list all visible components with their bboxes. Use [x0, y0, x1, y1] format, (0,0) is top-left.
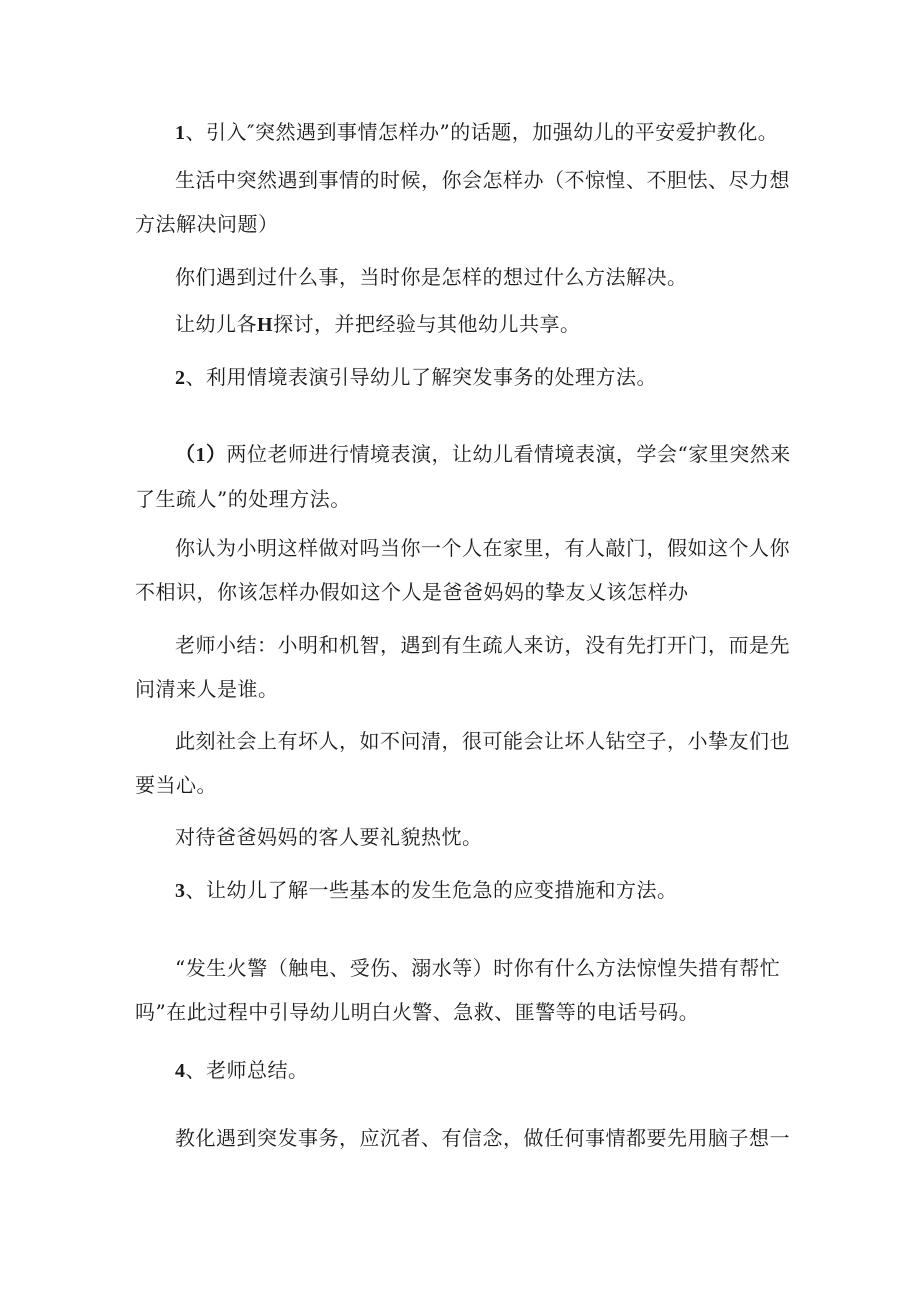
paragraph-1 [135, 110, 795, 155]
paragraph-text: “发生火警（触电、受伤、溺水等）时你有什么方法惊惶失措有帮忙吗”在此过程中引导幼儿明白火警、急救、匪警等的电话号码。 [135, 956, 781, 1024]
paragraph-11 [135, 868, 795, 913]
paragraph-text: 、利用情境表演引导幼儿了解突发事务的处理方法。 [185, 365, 657, 389]
paragraph-text: 你们遇到过什么事，当时你是怎样的想过什么方法解决。 [175, 265, 688, 289]
paragraph-7 [135, 526, 795, 614]
item-number: 1 [175, 122, 186, 144]
paragraph-9 [135, 719, 795, 807]
paragraph-8 [135, 623, 795, 711]
paragraph-text: 老师小结：小明和机智，遇到有生疏人来访，没有先打开门，而是先问清来人是谁。 [135, 633, 790, 701]
paragraph-4 [135, 302, 795, 347]
paragraph-text: 、引入″突然遇到事情怎样办”的话题，加强幼儿的平安爱护教化。 [185, 120, 779, 144]
paragraph-text: 教化遇到突发事务，应沉者、有信念，做任何事情都要先用脑子想一 [175, 1126, 790, 1150]
bold-letter: H [257, 314, 274, 336]
paragraph-5 [135, 355, 795, 400]
item-number: 2 [175, 367, 186, 389]
paragraph-text-a: 让幼儿各 [175, 312, 257, 336]
paragraph-12 [135, 946, 795, 1034]
paragraph-10 [135, 815, 795, 859]
paragraph-text: 两位老师进行情境表演，让幼儿看情境表演，学会“家里突然来了生疏人”的处理方法。 [135, 442, 791, 511]
paragraph-text: 生活中突然遇到事情的时候，你会怎样办（不惊惶、不胆怯、尽力想方法解决问题） [135, 168, 790, 236]
paragraph-3 [135, 255, 795, 299]
paragraph-2 [135, 158, 795, 246]
item-number: 3 [175, 880, 186, 902]
paragraph-text: 、老师总结。 [185, 1058, 309, 1082]
paragraph-14 [135, 1116, 795, 1160]
item-number: （1） [175, 444, 227, 466]
paragraph-text: 、让幼儿了解一些基本的发生危急的应变措施和方法。 [185, 878, 678, 902]
paragraph-text-b: 探讨，并把经验与其他幼儿共享。 [273, 312, 581, 336]
paragraph-text: 你认为小明这样做对吗当你一个人在家里，有人敲门，假如这个人你不相识，你该怎样办假如这个人是爸爸妈妈的挚友乂该怎样办 [135, 536, 790, 604]
paragraph-13 [135, 1048, 795, 1093]
paragraph-text: 此刻社会上有坏人，如不问清，很可能会让坏人钻空子，小挚友们也要当心。 [135, 729, 790, 797]
paragraph-text: 对待爸爸妈妈的客人要礼貌热忱。 [175, 825, 483, 849]
item-number: 4 [175, 1060, 186, 1082]
paragraph-6 [135, 432, 795, 521]
